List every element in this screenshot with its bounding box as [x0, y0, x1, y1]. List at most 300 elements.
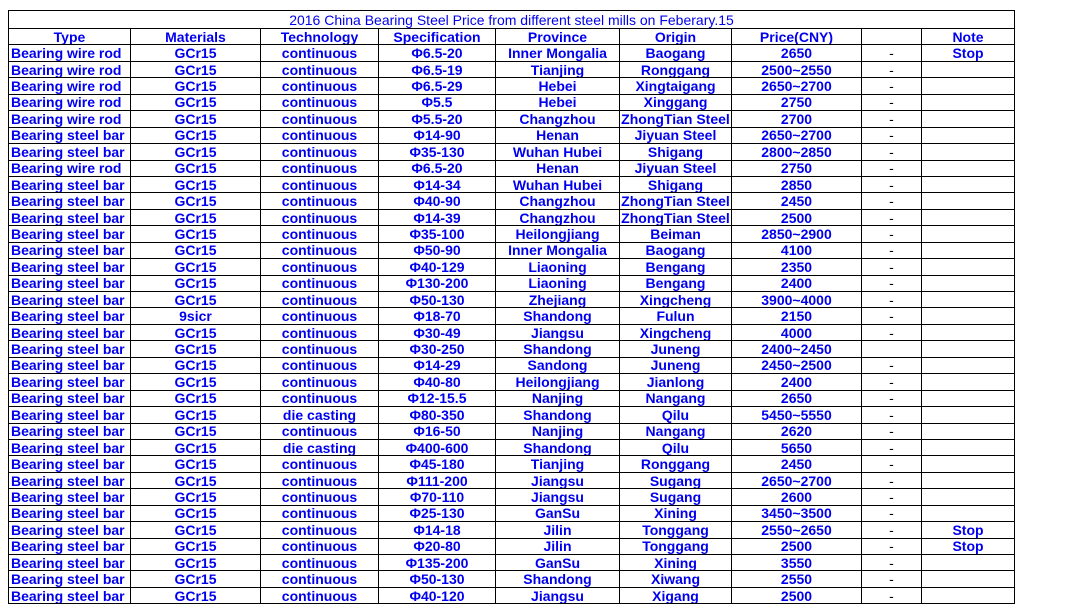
materials-cell: GCr15 — [131, 259, 261, 275]
table-row — [9, 292, 1015, 308]
table-row — [9, 341, 1015, 357]
change-cell: - — [862, 472, 922, 488]
price-cell: 2500 — [732, 538, 862, 554]
origin-cell: Ronggang — [620, 456, 732, 472]
note-cell — [922, 374, 1015, 390]
materials-cell: GCr15 — [131, 127, 261, 143]
note-cell — [922, 390, 1015, 406]
table-row — [9, 209, 1015, 225]
materials-cell: GCr15 — [131, 160, 261, 176]
table-row — [9, 193, 1015, 209]
change-cell: - — [862, 242, 922, 258]
province-cell: Heilongjiang — [496, 374, 620, 390]
price-cell: 2650 — [732, 390, 862, 406]
type-cell: Bearing steel bar — [9, 571, 131, 587]
note-cell — [922, 456, 1015, 472]
materials-cell: GCr15 — [131, 292, 261, 308]
technology-cell: continuous — [261, 456, 379, 472]
price-cell: 2750 — [732, 160, 862, 176]
price-cell: 2650~2700 — [732, 127, 862, 143]
note-cell — [922, 160, 1015, 176]
materials-cell: GCr15 — [131, 489, 261, 505]
technology-cell: continuous — [261, 538, 379, 554]
header-row — [9, 29, 1015, 45]
materials-cell: GCr15 — [131, 226, 261, 242]
table-row — [9, 259, 1015, 275]
province-cell: Wuhan Hubei — [496, 144, 620, 160]
note-cell — [922, 78, 1015, 94]
table-row — [9, 111, 1015, 127]
specification-cell: Φ50-130 — [379, 292, 496, 308]
price-cell: 2550 — [732, 571, 862, 587]
price-cell: 2620 — [732, 423, 862, 439]
specification-cell: Φ14-90 — [379, 127, 496, 143]
origin-cell: ZhongTian Steel — [621, 209, 730, 226]
province-cell: Changzhou — [496, 111, 620, 127]
materials-cell: GCr15 — [131, 78, 261, 94]
note-cell — [922, 144, 1015, 160]
technology-cell: continuous — [261, 78, 379, 94]
type-cell: Bearing wire rod — [9, 160, 131, 176]
specification-cell: Φ40-129 — [379, 259, 496, 275]
header-type: Type — [9, 29, 131, 45]
price-cell: 2500 — [732, 209, 862, 225]
table-row — [9, 522, 1015, 538]
origin-cell: Xingcheng — [620, 292, 732, 308]
technology-cell: continuous — [261, 341, 379, 357]
materials-cell: GCr15 — [131, 571, 261, 587]
province-cell: Jiangsu — [496, 587, 620, 603]
specification-cell: Φ40-90 — [379, 193, 496, 209]
price-cell: 2750 — [732, 94, 862, 110]
materials-cell: GCr15 — [131, 538, 261, 554]
technology-cell: continuous — [261, 193, 379, 209]
specification-cell: Φ111-200 — [379, 472, 496, 488]
origin-cell: Xining — [620, 505, 732, 521]
change-cell: - — [862, 390, 922, 406]
table-row — [9, 176, 1015, 192]
materials-cell: GCr15 — [131, 439, 261, 455]
note-cell — [922, 111, 1015, 127]
table-title: 2016 China Bearing Steel Price from different steel mills on Feberary.15 — [9, 11, 1015, 29]
specification-cell: Φ6.5-20 — [379, 45, 496, 61]
type-cell: Bearing steel bar — [9, 505, 131, 521]
header-technology: Technology — [261, 29, 379, 45]
specification-cell: Φ45-180 — [379, 456, 496, 472]
materials-cell: GCr15 — [131, 94, 261, 110]
origin-cell: Jiyuan Steel — [620, 127, 732, 143]
header-specification: Specification — [379, 29, 496, 45]
province-cell: Jiangsu — [496, 324, 620, 340]
technology-cell: continuous — [261, 324, 379, 340]
origin-cell: Xigang — [620, 587, 732, 603]
type-cell: Bearing steel bar — [9, 439, 131, 455]
origin-cell: Qilu — [620, 439, 732, 455]
table-body — [9, 45, 1015, 604]
change-cell: - — [862, 259, 922, 275]
table-row — [9, 45, 1015, 61]
materials-cell: GCr15 — [131, 324, 261, 340]
table-row — [9, 571, 1015, 587]
specification-cell: Φ12-15.5 — [379, 390, 496, 406]
specification-cell: Φ25-130 — [379, 505, 496, 521]
technology-cell: continuous — [261, 160, 379, 176]
specification-cell: Φ30-49 — [379, 324, 496, 340]
table-row — [9, 423, 1015, 439]
change-cell: - — [862, 456, 922, 472]
province-cell: Jilin — [496, 538, 620, 554]
note-cell — [922, 127, 1015, 143]
type-cell: Bearing steel bar — [9, 127, 131, 143]
type-cell: Bearing steel bar — [9, 423, 131, 439]
note-cell — [922, 226, 1015, 242]
materials-cell: GCr15 — [131, 423, 261, 439]
province-cell: Nanjing — [496, 423, 620, 439]
note-cell — [922, 472, 1015, 488]
materials-cell: GCr15 — [131, 242, 261, 258]
origin-cell: Jiyuan Steel — [620, 160, 732, 176]
origin-cell: Beiman — [620, 226, 732, 242]
price-cell: 2400 — [732, 275, 862, 291]
type-cell: Bearing steel bar — [9, 341, 131, 357]
province-cell: Tianjing — [496, 456, 620, 472]
header-materials: Materials — [131, 29, 261, 45]
technology-cell: continuous — [261, 127, 379, 143]
specification-cell: Φ5.5-20 — [379, 111, 496, 127]
materials-cell: GCr15 — [131, 505, 261, 521]
type-cell: Bearing steel bar — [9, 538, 131, 554]
technology-cell: continuous — [261, 226, 379, 242]
technology-cell: continuous — [261, 61, 379, 77]
type-cell: Bearing steel bar — [9, 226, 131, 242]
price-cell: 2850 — [732, 176, 862, 192]
technology-cell: continuous — [261, 144, 379, 160]
table-row — [9, 439, 1015, 455]
price-cell: 2400~2450 — [732, 341, 862, 357]
note-cell — [922, 555, 1015, 571]
province-cell: Hebei — [496, 78, 620, 94]
materials-cell: GCr15 — [131, 176, 261, 192]
type-cell: Bearing wire rod — [9, 94, 131, 110]
type-cell: Bearing steel bar — [9, 390, 131, 406]
note-cell — [922, 94, 1015, 110]
table-row — [9, 472, 1015, 488]
technology-cell: continuous — [261, 423, 379, 439]
technology-cell: continuous — [261, 275, 379, 291]
table-row — [9, 78, 1015, 94]
header-change — [862, 29, 922, 45]
technology-cell: continuous — [261, 94, 379, 110]
change-cell: - — [862, 357, 922, 373]
province-cell: Hebei — [496, 94, 620, 110]
materials-cell: GCr15 — [131, 193, 261, 209]
price-cell: 2350 — [732, 259, 862, 275]
type-cell: Bearing steel bar — [9, 242, 131, 258]
origin-cell: Jianlong — [620, 374, 732, 390]
note-cell: Stop — [922, 45, 1015, 61]
materials-cell: GCr15 — [131, 45, 261, 61]
materials-cell: GCr15 — [131, 357, 261, 373]
price-cell: 3550 — [732, 555, 862, 571]
origin-cell: ZhongTian Steel — [621, 193, 730, 210]
table-row — [9, 226, 1015, 242]
note-cell — [922, 341, 1015, 357]
price-cell: 2600 — [732, 489, 862, 505]
specification-cell: Φ14-34 — [379, 176, 496, 192]
province-cell: Tianjing — [496, 61, 620, 77]
table-row — [9, 374, 1015, 390]
specification-cell: Φ14-39 — [379, 209, 496, 225]
specification-cell: Φ30-250 — [379, 341, 496, 357]
header-origin: Origin — [620, 29, 732, 45]
change-cell: - — [862, 538, 922, 554]
specification-cell: Φ6.5-19 — [379, 61, 496, 77]
table-row — [9, 324, 1015, 340]
price-cell: 2800~2850 — [732, 144, 862, 160]
materials-cell: GCr15 — [131, 144, 261, 160]
type-cell: Bearing wire rod — [9, 45, 131, 61]
change-cell: - — [862, 489, 922, 505]
type-cell: Bearing wire rod — [9, 61, 131, 77]
materials-cell: GCr15 — [131, 341, 261, 357]
type-cell: Bearing steel bar — [9, 456, 131, 472]
province-cell: Changzhou — [496, 209, 620, 225]
table-row — [9, 127, 1015, 143]
technology-cell: continuous — [261, 505, 379, 521]
change-cell — [862, 341, 922, 357]
price-cell: 2500~2550 — [732, 61, 862, 77]
origin-cell: Xining — [620, 555, 732, 571]
origin-cell: Sugang — [620, 489, 732, 505]
specification-cell: Φ5.5 — [379, 94, 496, 110]
technology-cell: continuous — [261, 308, 379, 324]
note-cell — [922, 176, 1015, 192]
materials-cell: GCr15 — [131, 374, 261, 390]
specification-cell: Φ18-70 — [379, 308, 496, 324]
type-cell: Bearing steel bar — [9, 489, 131, 505]
table-row — [9, 160, 1015, 176]
origin-cell: Juneng — [620, 341, 732, 357]
table-row — [9, 357, 1015, 373]
change-cell: - — [862, 209, 922, 225]
change-cell: - — [862, 324, 922, 340]
type-cell: Bearing steel bar — [9, 374, 131, 390]
specification-cell: Φ16-50 — [379, 423, 496, 439]
price-cell: 5450~5550 — [732, 407, 862, 423]
change-cell: - — [862, 587, 922, 603]
technology-cell: continuous — [261, 374, 379, 390]
origin-cell: Shigang — [620, 176, 732, 192]
change-cell: - — [862, 94, 922, 110]
technology-cell: continuous — [261, 292, 379, 308]
origin-cell: Xingtaigang — [620, 78, 732, 94]
specification-cell: Φ70-110 — [379, 489, 496, 505]
change-cell: - — [862, 439, 922, 455]
specification-cell: Φ80-350 — [379, 407, 496, 423]
materials-cell: GCr15 — [131, 522, 261, 538]
type-cell: Bearing steel bar — [9, 555, 131, 571]
type-cell: Bearing steel bar — [9, 209, 131, 225]
note-cell — [922, 308, 1015, 324]
note-cell — [922, 571, 1015, 587]
type-cell: Bearing steel bar — [9, 522, 131, 538]
province-cell: Shandong — [496, 571, 620, 587]
note-cell — [922, 439, 1015, 455]
type-cell: Bearing steel bar — [9, 292, 131, 308]
origin-cell: Xinggang — [620, 94, 732, 110]
origin-cell: Ronggang — [620, 61, 732, 77]
price-cell: 2850~2900 — [732, 226, 862, 242]
type-cell: Bearing steel bar — [9, 308, 131, 324]
table-row — [9, 505, 1015, 521]
specification-cell: Φ14-18 — [379, 522, 496, 538]
type-cell: Bearing steel bar — [9, 193, 131, 209]
price-cell: 2400 — [732, 374, 862, 390]
note-cell — [922, 587, 1015, 603]
note-cell — [922, 505, 1015, 521]
origin-cell: Nangang — [620, 423, 732, 439]
price-cell: 2650~2700 — [732, 78, 862, 94]
table-row — [9, 275, 1015, 291]
type-cell: Bearing steel bar — [9, 407, 131, 423]
origin-cell: Tonggang — [620, 538, 732, 554]
price-cell: 2150 — [732, 308, 862, 324]
specification-cell: Φ40-80 — [379, 374, 496, 390]
materials-cell: 9sicr — [131, 308, 261, 324]
price-cell: 2450~2500 — [732, 357, 862, 373]
table-row — [9, 407, 1015, 423]
technology-cell: die casting — [261, 439, 379, 455]
type-cell: Bearing steel bar — [9, 324, 131, 340]
table-row — [9, 144, 1015, 160]
origin-cell: Xiwang — [620, 571, 732, 587]
note-cell — [922, 242, 1015, 258]
province-cell: Shandong — [496, 439, 620, 455]
origin-cell: Shigang — [620, 144, 732, 160]
province-cell: Jiangsu — [496, 472, 620, 488]
change-cell: - — [862, 193, 922, 209]
materials-cell: GCr15 — [131, 456, 261, 472]
change-cell: - — [862, 423, 922, 439]
specification-cell: Φ6.5-20 — [379, 160, 496, 176]
specification-cell: Φ6.5-29 — [379, 78, 496, 94]
materials-cell: GCr15 — [131, 61, 261, 77]
price-cell: 4000 — [732, 324, 862, 340]
materials-cell: GCr15 — [131, 111, 261, 127]
header-province: Province — [496, 29, 620, 45]
type-cell: Bearing steel bar — [9, 587, 131, 603]
table-row — [9, 538, 1015, 554]
technology-cell: continuous — [261, 472, 379, 488]
change-cell: - — [862, 505, 922, 521]
price-cell: 3450~3500 — [732, 505, 862, 521]
change-cell: - — [862, 555, 922, 571]
price-cell: 2700 — [732, 111, 862, 127]
origin-cell: Nangang — [620, 390, 732, 406]
change-cell: - — [862, 292, 922, 308]
table-row — [9, 94, 1015, 110]
price-cell: 2450 — [732, 456, 862, 472]
technology-cell: die casting — [261, 407, 379, 423]
change-cell: - — [862, 308, 922, 324]
table-row — [9, 489, 1015, 505]
note-cell — [922, 423, 1015, 439]
price-table — [8, 10, 1015, 604]
specification-cell: Φ130-200 — [379, 275, 496, 291]
origin-cell: Baogang — [620, 45, 732, 61]
technology-cell: continuous — [261, 176, 379, 192]
technology-cell: continuous — [261, 390, 379, 406]
province-cell: Henan — [496, 127, 620, 143]
province-cell: Shandong — [496, 308, 620, 324]
origin-cell: Bengang — [620, 259, 732, 275]
change-cell: - — [862, 61, 922, 77]
province-cell: Liaoning — [496, 259, 620, 275]
type-cell: Bearing steel bar — [9, 144, 131, 160]
type-cell: Bearing wire rod — [9, 78, 131, 94]
technology-cell: continuous — [261, 111, 379, 127]
materials-cell: GCr15 — [131, 587, 261, 603]
technology-cell: continuous — [261, 555, 379, 571]
type-cell: Bearing steel bar — [9, 472, 131, 488]
origin-cell: Sugang — [620, 472, 732, 488]
note-cell — [922, 292, 1015, 308]
materials-cell: GCr15 — [131, 472, 261, 488]
header-price: Price(CNY) — [732, 29, 862, 45]
province-cell: Heilongjiang — [496, 226, 620, 242]
table-row — [9, 456, 1015, 472]
technology-cell: continuous — [261, 571, 379, 587]
technology-cell: continuous — [261, 45, 379, 61]
province-cell: Inner Mongalia — [496, 242, 620, 258]
note-cell — [922, 324, 1015, 340]
table-row — [9, 308, 1015, 324]
price-cell: 5650 — [732, 439, 862, 455]
materials-cell: GCr15 — [131, 555, 261, 571]
province-cell: Wuhan Hubei — [496, 176, 620, 192]
table-row — [9, 242, 1015, 258]
specification-cell: Φ35-130 — [379, 144, 496, 160]
materials-cell: GCr15 — [131, 275, 261, 291]
type-cell: Bearing wire rod — [9, 111, 131, 127]
technology-cell: continuous — [261, 242, 379, 258]
change-cell: - — [862, 571, 922, 587]
price-cell: 4100 — [732, 242, 862, 258]
change-cell: - — [862, 144, 922, 160]
price-cell: 2550~2650 — [732, 522, 862, 538]
technology-cell: continuous — [261, 209, 379, 225]
origin-cell: Qilu — [620, 407, 732, 423]
specification-cell: Φ35-100 — [379, 226, 496, 242]
province-cell: Sandong — [496, 357, 620, 373]
change-cell: - — [862, 78, 922, 94]
province-cell: Changzhou — [496, 193, 620, 209]
type-cell: Bearing steel bar — [9, 357, 131, 373]
specification-cell: Φ14-29 — [379, 357, 496, 373]
technology-cell: continuous — [261, 357, 379, 373]
note-cell — [922, 357, 1015, 373]
price-cell: 2500 — [732, 587, 862, 603]
type-cell: Bearing steel bar — [9, 176, 131, 192]
type-cell: Bearing steel bar — [9, 259, 131, 275]
note-cell — [922, 489, 1015, 505]
origin-cell: Tonggang — [620, 522, 732, 538]
materials-cell: GCr15 — [131, 209, 261, 225]
technology-cell: continuous — [261, 489, 379, 505]
header-note: Note — [922, 29, 1015, 45]
change-cell: - — [862, 127, 922, 143]
price-cell: 2650 — [732, 45, 862, 61]
